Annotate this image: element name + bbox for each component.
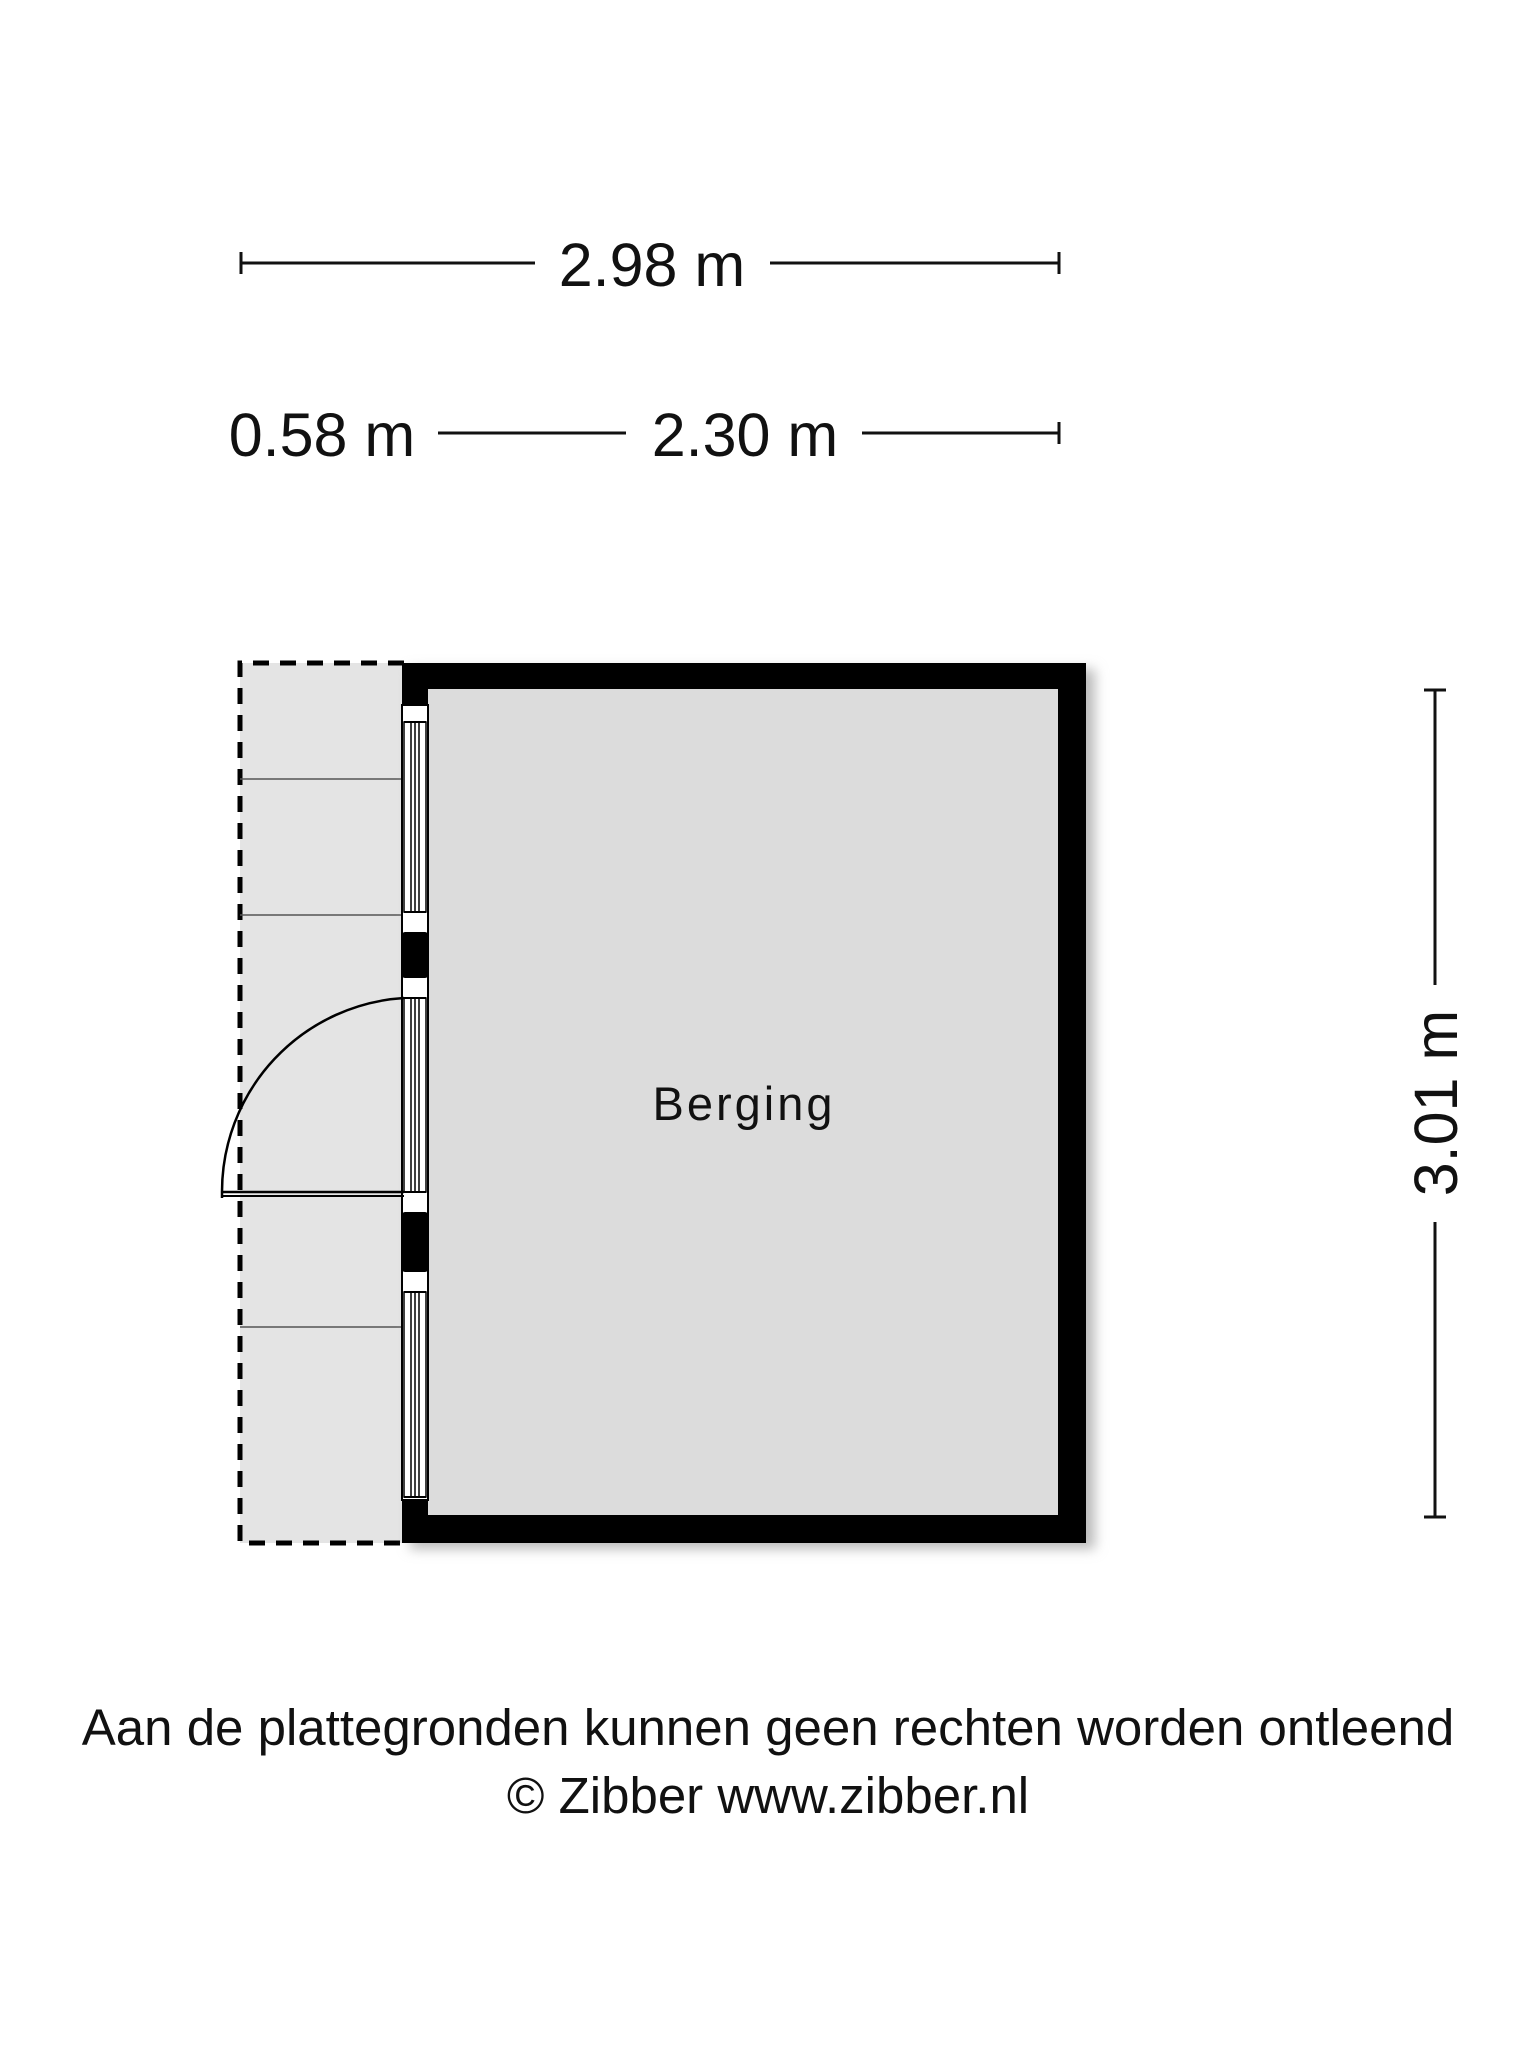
dimension-total-width bbox=[241, 231, 1059, 299]
dimension-porch-width-label: 0.58 m bbox=[228, 401, 416, 469]
dimension-room-width-label: 2.30 m bbox=[651, 401, 839, 469]
dimension-sub-widths bbox=[229, 401, 1059, 469]
dimension-room-depth-label: 3.01 m bbox=[1402, 1009, 1470, 1197]
porch-area bbox=[240, 663, 404, 1543]
room-label-berging: Berging bbox=[652, 1077, 836, 1130]
disclaimer-text: Aan de plattegronden kunnen geen rechten worden ontleend bbox=[81, 1699, 1455, 1756]
copyright-text: © Zibber www.zibber.nl bbox=[506, 1767, 1030, 1824]
left-facade bbox=[402, 663, 428, 1543]
window-lower bbox=[404, 1292, 426, 1497]
door-opening bbox=[404, 998, 426, 1192]
dimension-total-width-label: 2.98 m bbox=[558, 231, 746, 299]
window-upper bbox=[404, 722, 426, 912]
dimension-room-depth bbox=[1402, 690, 1470, 1517]
